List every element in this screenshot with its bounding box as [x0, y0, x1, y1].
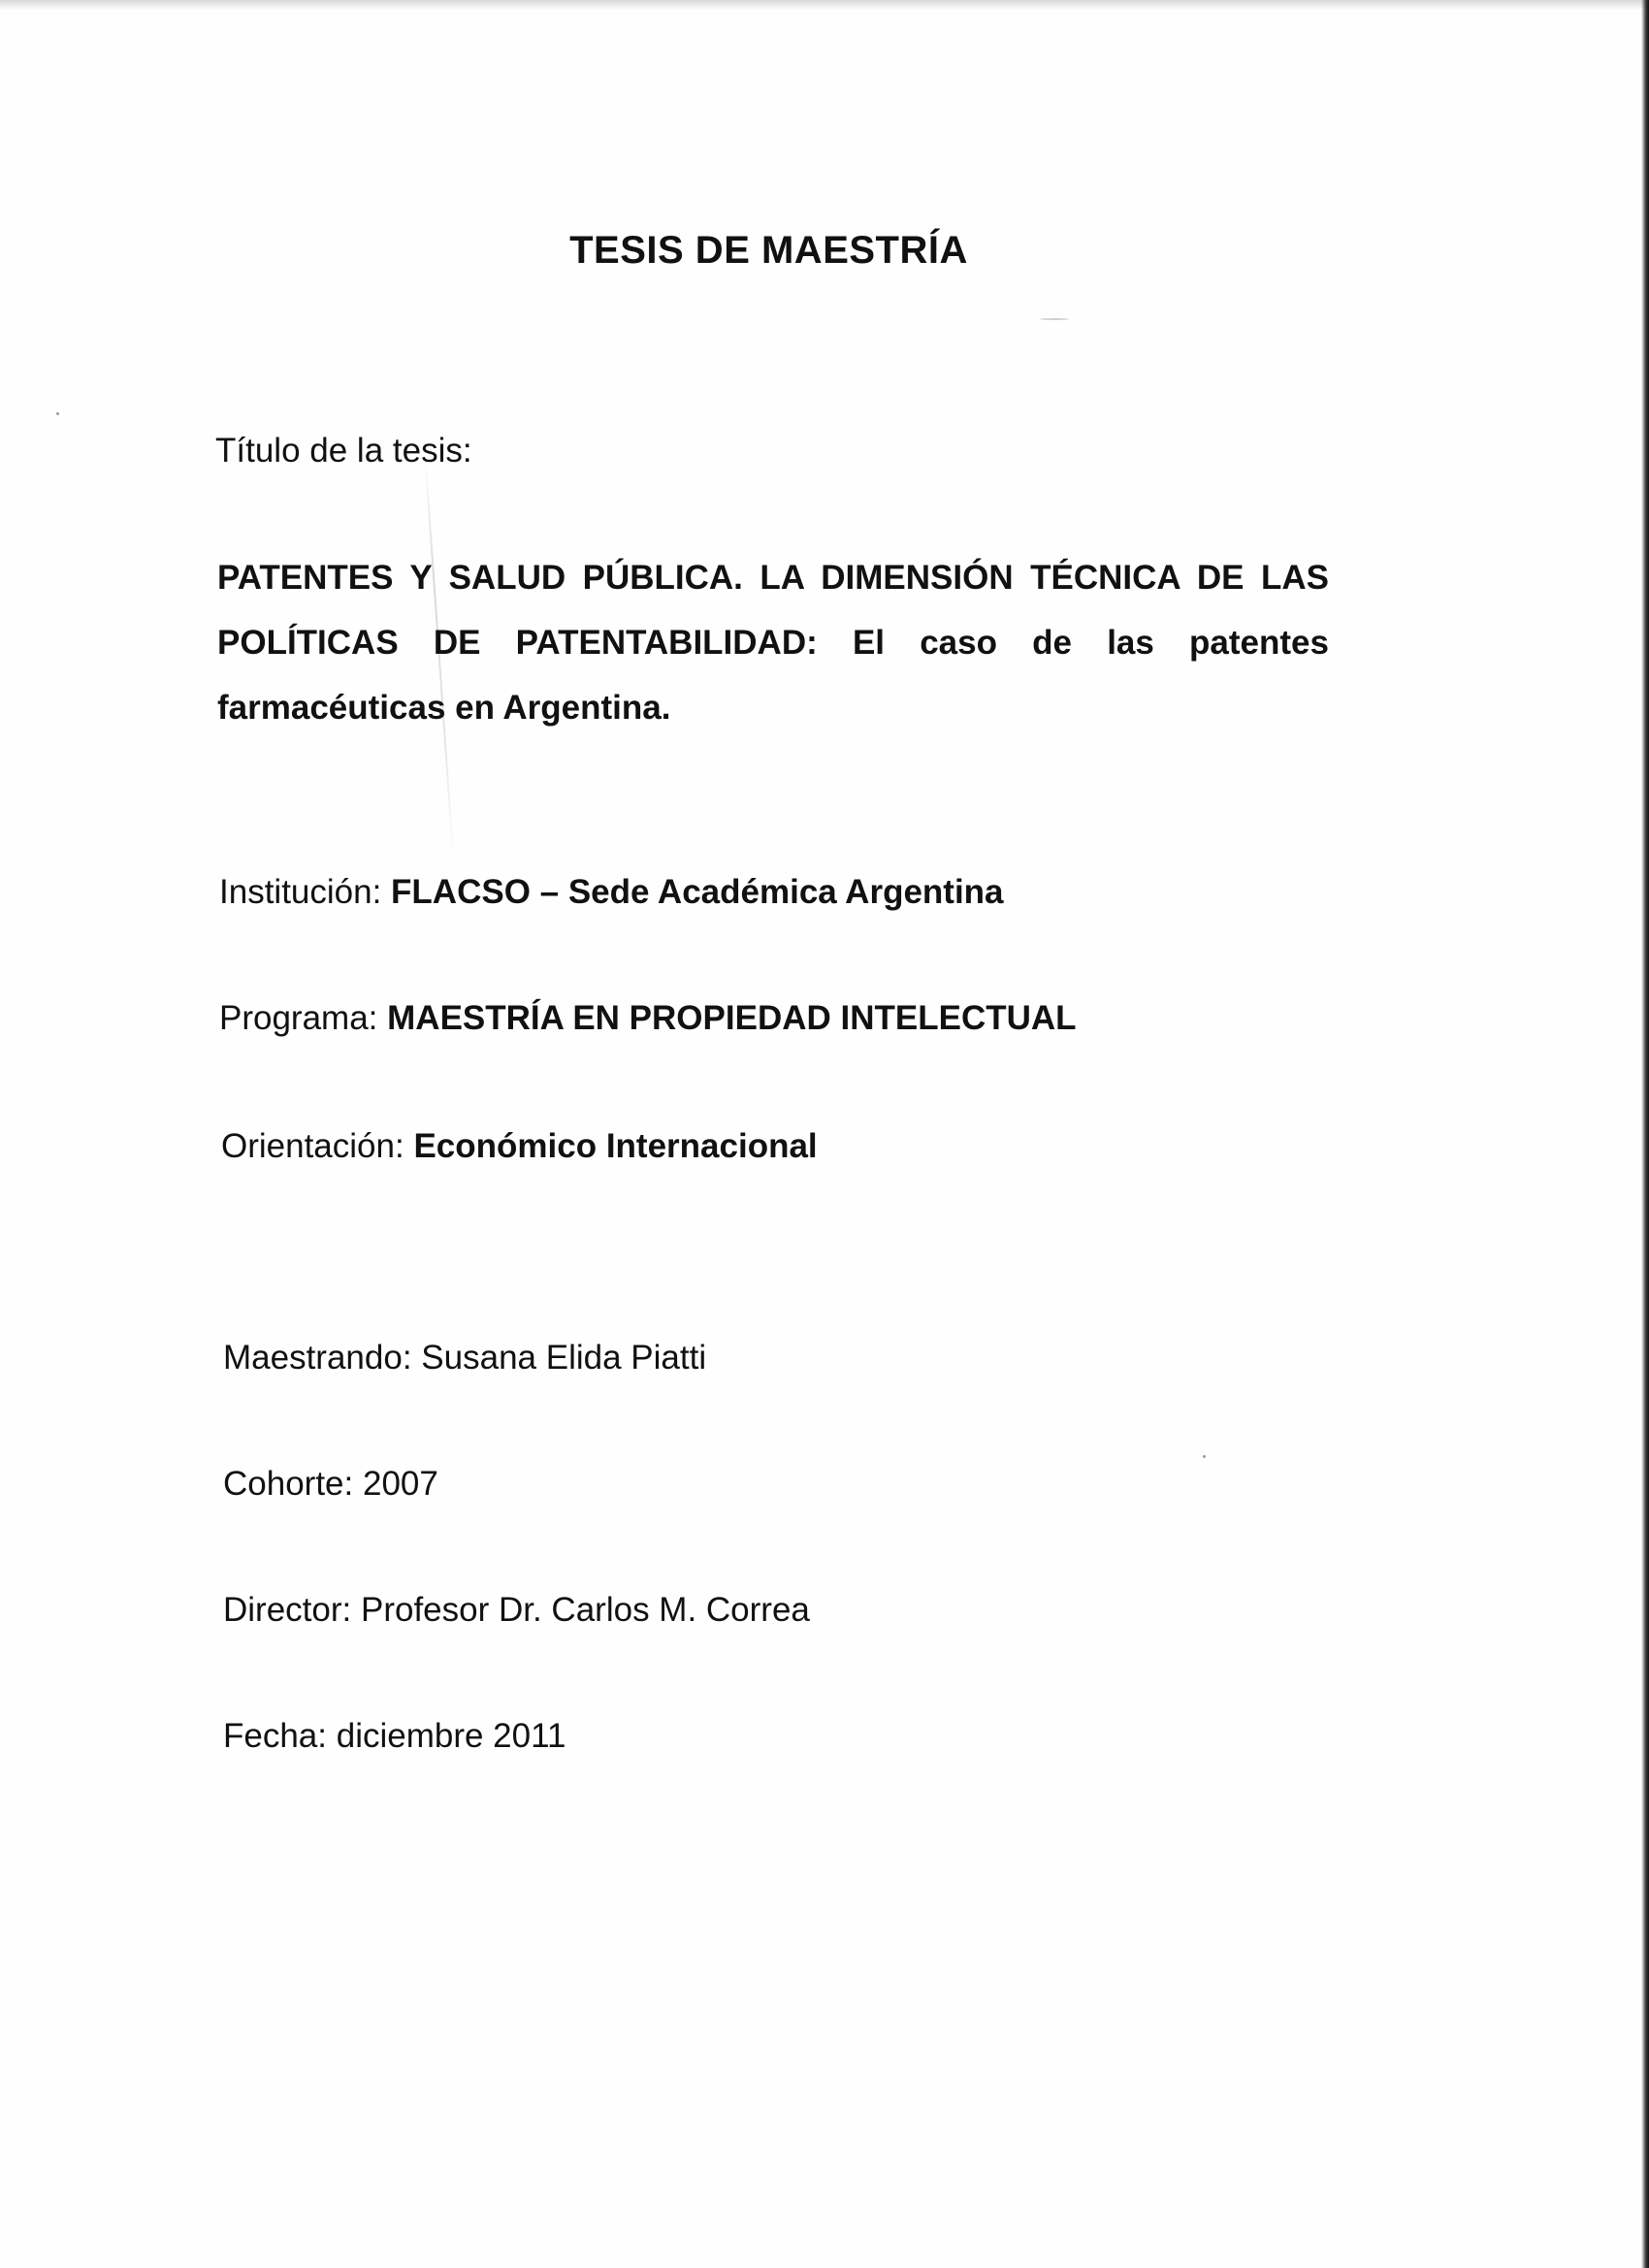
field-value: FLACSO – Sede Académica Argentina: [391, 873, 1004, 911]
scan-edge-right: [1641, 0, 1649, 2268]
field-value: Susana Elida Piatti: [421, 1339, 707, 1377]
field-cohorte: [223, 1465, 438, 1504]
field-value: 2007: [362, 1465, 438, 1503]
field-maestrando: [223, 1339, 706, 1377]
field-label: Cohorte:: [223, 1465, 354, 1503]
field-institucion: [219, 873, 1004, 912]
field-director: [223, 1591, 810, 1630]
field-orientacion: [221, 1127, 818, 1166]
field-label: Institución:: [219, 873, 382, 911]
field-programa: [219, 999, 1077, 1038]
field-label: Fecha:: [223, 1717, 327, 1755]
page-heading: TESIS DE MAESTRÍA: [569, 229, 968, 272]
scan-speck: [1040, 318, 1069, 320]
thesis-title: PATENTES Y SALUD PÚBLICA. LA DIMENSIÓN TÉCNICA DE LAS POLÍTICAS DE PATENTABILIDAD: El caso de las patentes farmacéuticas en Argentina.: [217, 559, 1329, 727]
scan-edge-top: [0, 0, 1649, 10]
field-value: Económico Internacional: [413, 1127, 818, 1165]
field-label: Orientación:: [221, 1127, 404, 1165]
thesis-title-label: Título de la tesis:: [215, 432, 472, 470]
field-fecha: [223, 1717, 566, 1756]
scan-speck: [56, 412, 59, 415]
field-value: MAESTRÍA EN PROPIEDAD INTELECTUAL: [387, 999, 1077, 1037]
field-value: Profesor Dr. Carlos M. Correa: [360, 1591, 810, 1629]
field-label: Maestrando:: [223, 1339, 412, 1377]
field-label: Programa:: [219, 999, 378, 1037]
field-label: Director:: [223, 1591, 352, 1629]
field-value: diciembre 2011: [336, 1717, 566, 1755]
scan-speck: [1203, 1455, 1206, 1458]
